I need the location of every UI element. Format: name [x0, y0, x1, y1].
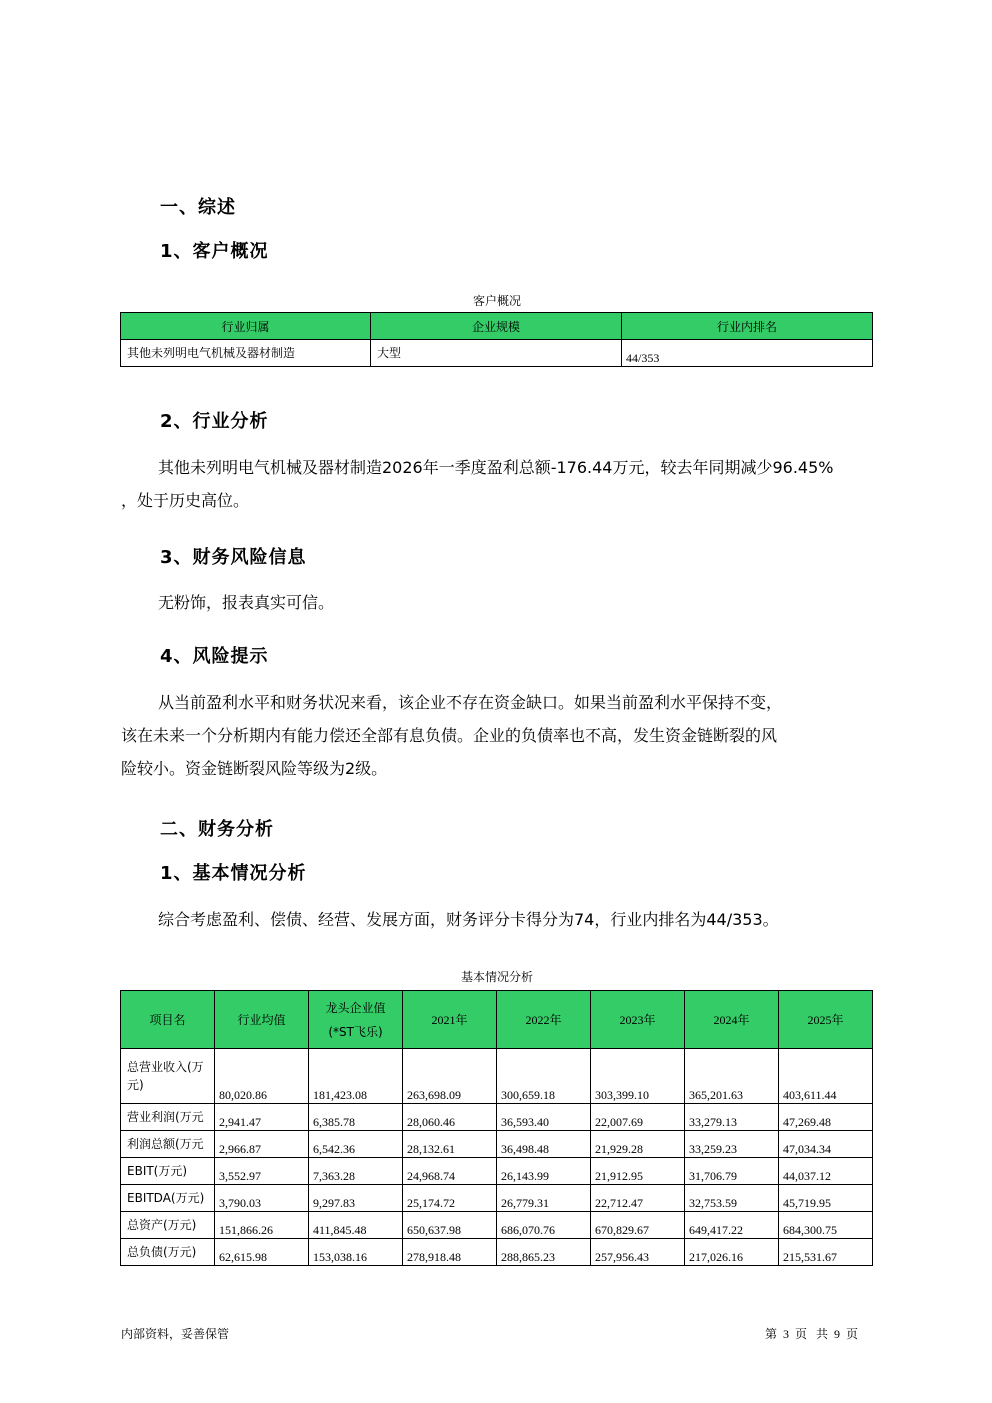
industry-cell: 其他未列明电气机械及器材制造 — [121, 340, 371, 367]
paragraph-line: ，处于历史高位。 — [121, 491, 250, 510]
section-title-risk-hint: 4、风险提示 — [160, 646, 269, 667]
value-cell: 33,259.23 — [685, 1131, 779, 1158]
value-cell: 650,637.98 — [403, 1212, 497, 1239]
value-cell: 300,659.18 — [497, 1049, 591, 1104]
paragraph-line: 其他未列明电气机械及器材制造2026年一季度盈利总额-176.44万元，较去年同期减少96.45% — [158, 458, 834, 477]
table-row — [121, 1131, 873, 1158]
value-cell: 44,037.12 — [779, 1158, 873, 1185]
leader-label: 龙头企业值 — [325, 1000, 386, 1015]
page-label: 第 — [765, 1327, 778, 1341]
value-cell: 32,753.59 — [685, 1185, 779, 1212]
value-cell: 26,779.31 — [497, 1185, 591, 1212]
section-title-customer-overview: 1、客户概况 — [160, 241, 269, 262]
row-label: EBITDA(万元) — [121, 1185, 215, 1212]
value-cell: 263,698.09 — [403, 1049, 497, 1104]
value-cell: 26,143.99 — [497, 1158, 591, 1185]
value-cell: 36,498.48 — [497, 1131, 591, 1158]
value-cell: 686,070.76 — [497, 1212, 591, 1239]
row-label: 总营业收入(万元) — [121, 1049, 215, 1104]
table-header-item: 项目名 — [121, 991, 215, 1049]
row-label: 营业利润(万元 — [121, 1104, 215, 1131]
value-cell: 2,966.87 — [215, 1131, 309, 1158]
value-cell: 21,929.28 — [591, 1131, 685, 1158]
value-cell: 9,297.83 — [309, 1185, 403, 1212]
value-cell: 36,593.40 — [497, 1104, 591, 1131]
value-cell: 3,790.03 — [215, 1185, 309, 1212]
section-title-industry-analysis: 2、行业分析 — [160, 411, 269, 432]
section-title-financial-risk: 3、财务风险信息 — [160, 547, 307, 568]
value-cell: 670,829.67 — [591, 1212, 685, 1239]
row-label: 总资产(万元) — [121, 1212, 215, 1239]
value-cell: 21,912.95 — [591, 1158, 685, 1185]
value-cell: 288,865.23 — [497, 1239, 591, 1266]
value-cell: 80,020.86 — [215, 1049, 309, 1104]
value-cell: 45,719.95 — [779, 1185, 873, 1212]
value-cell: 47,034.34 — [779, 1131, 873, 1158]
section-title-basic-analysis: 1、基本情况分析 — [160, 863, 307, 884]
section-title-overview: 一、综述 — [160, 197, 236, 218]
section-title-financial-analysis: 二、财务分析 — [160, 819, 274, 840]
value-cell: 257,956.43 — [591, 1239, 685, 1266]
value-cell: 7,363.28 — [309, 1158, 403, 1185]
total-label: 页 — [846, 1327, 859, 1341]
financial-risk-paragraph: 无粉饰，报表真实可信。 — [158, 593, 335, 612]
footer-confidential: 内部资料，妥善保管 — [121, 1327, 230, 1341]
value-cell: 47,269.48 — [779, 1104, 873, 1131]
value-cell: 2,941.47 — [215, 1104, 309, 1131]
value-cell: 278,918.48 — [403, 1239, 497, 1266]
value-cell: 181,423.08 — [309, 1049, 403, 1104]
value-cell: 62,615.98 — [215, 1239, 309, 1266]
table-row — [121, 1104, 873, 1131]
basic-table-caption: 基本情况分析 — [460, 970, 533, 984]
value-cell: 28,132.61 — [403, 1131, 497, 1158]
risk-hint-paragraph — [121, 686, 873, 785]
value-cell: 303,399.10 — [591, 1049, 685, 1104]
value-cell: 365,201.63 — [685, 1049, 779, 1104]
value-cell: 684,300.75 — [779, 1212, 873, 1239]
value-cell: 6,385.78 — [309, 1104, 403, 1131]
value-cell: 153,038.16 — [309, 1239, 403, 1266]
row-label: 总负债(万元) — [121, 1239, 215, 1266]
table-header-year: 2024年 — [685, 991, 779, 1049]
value-cell: 22,712.47 — [591, 1185, 685, 1212]
table-header-year: 2021年 — [403, 991, 497, 1049]
paragraph-line: 险较小。资金链断裂风险等级为2级。 — [121, 759, 388, 778]
customer-table-header: 行业内排名 — [622, 313, 873, 340]
paragraph-line: 从当前盈利水平和财务状况来看，该企业不存在资金缺口。如果当前盈利水平保持不变， — [158, 693, 783, 712]
total-label: 共 — [816, 1327, 829, 1341]
value-cell: 24,968.74 — [403, 1158, 497, 1185]
table-header-year: 2023年 — [591, 991, 685, 1049]
basic-analysis-paragraph: 综合考虑盈利、偿债、经营、发展方面，财务评分卡得分为74，行业内排名为44/353。 — [158, 910, 779, 929]
value-cell: 403,611.44 — [779, 1049, 873, 1104]
customer-table — [120, 312, 873, 367]
customer-table-caption: 客户概况 — [472, 294, 521, 308]
value-cell: 649,417.22 — [685, 1212, 779, 1239]
paragraph-line: 该在未来一个分析期内有能力偿还全部有息负债。企业的负债率也不高，发生资金链断裂的风 — [121, 726, 778, 745]
total-pages: 9 — [834, 1327, 841, 1341]
customer-table-header: 行业归属 — [121, 313, 371, 340]
page-number: 3 — [783, 1327, 790, 1341]
table-row — [121, 1158, 873, 1185]
table-row — [121, 1049, 873, 1104]
table-header-leader — [309, 991, 403, 1049]
customer-table-header: 企业规模 — [371, 313, 622, 340]
value-cell: 6,542.36 — [309, 1131, 403, 1158]
value-cell: 217,026.16 — [685, 1239, 779, 1266]
value-cell: 151,866.26 — [215, 1212, 309, 1239]
value-cell: 411,845.48 — [309, 1212, 403, 1239]
page-label: 页 — [795, 1327, 808, 1341]
table-row — [121, 1239, 873, 1266]
value-cell: 3,552.97 — [215, 1158, 309, 1185]
value-cell: 215,531.67 — [779, 1239, 873, 1266]
table-header-year: 2025年 — [779, 991, 873, 1049]
value-cell: 22,007.69 — [591, 1104, 685, 1131]
row-label: EBIT(万元) — [121, 1158, 215, 1185]
leader-company: (*ST飞乐) — [328, 1024, 383, 1039]
row-label: 利润总额(万元 — [121, 1131, 215, 1158]
table-header-industry-avg: 行业均值 — [215, 991, 309, 1049]
footer-page-info — [765, 1325, 858, 1342]
value-cell: 25,174.72 — [403, 1185, 497, 1212]
value-cell: 31,706.79 — [685, 1158, 779, 1185]
basic-analysis-table — [120, 990, 873, 1266]
table-row — [121, 1212, 873, 1239]
value-cell: 33,279.13 — [685, 1104, 779, 1131]
table-row — [121, 1185, 873, 1212]
rank-cell: 44/353 — [622, 340, 873, 367]
table-header-year: 2022年 — [497, 991, 591, 1049]
value-cell: 28,060.46 — [403, 1104, 497, 1131]
industry-analysis-paragraph — [121, 451, 873, 517]
scale-cell: 大型 — [371, 340, 622, 367]
